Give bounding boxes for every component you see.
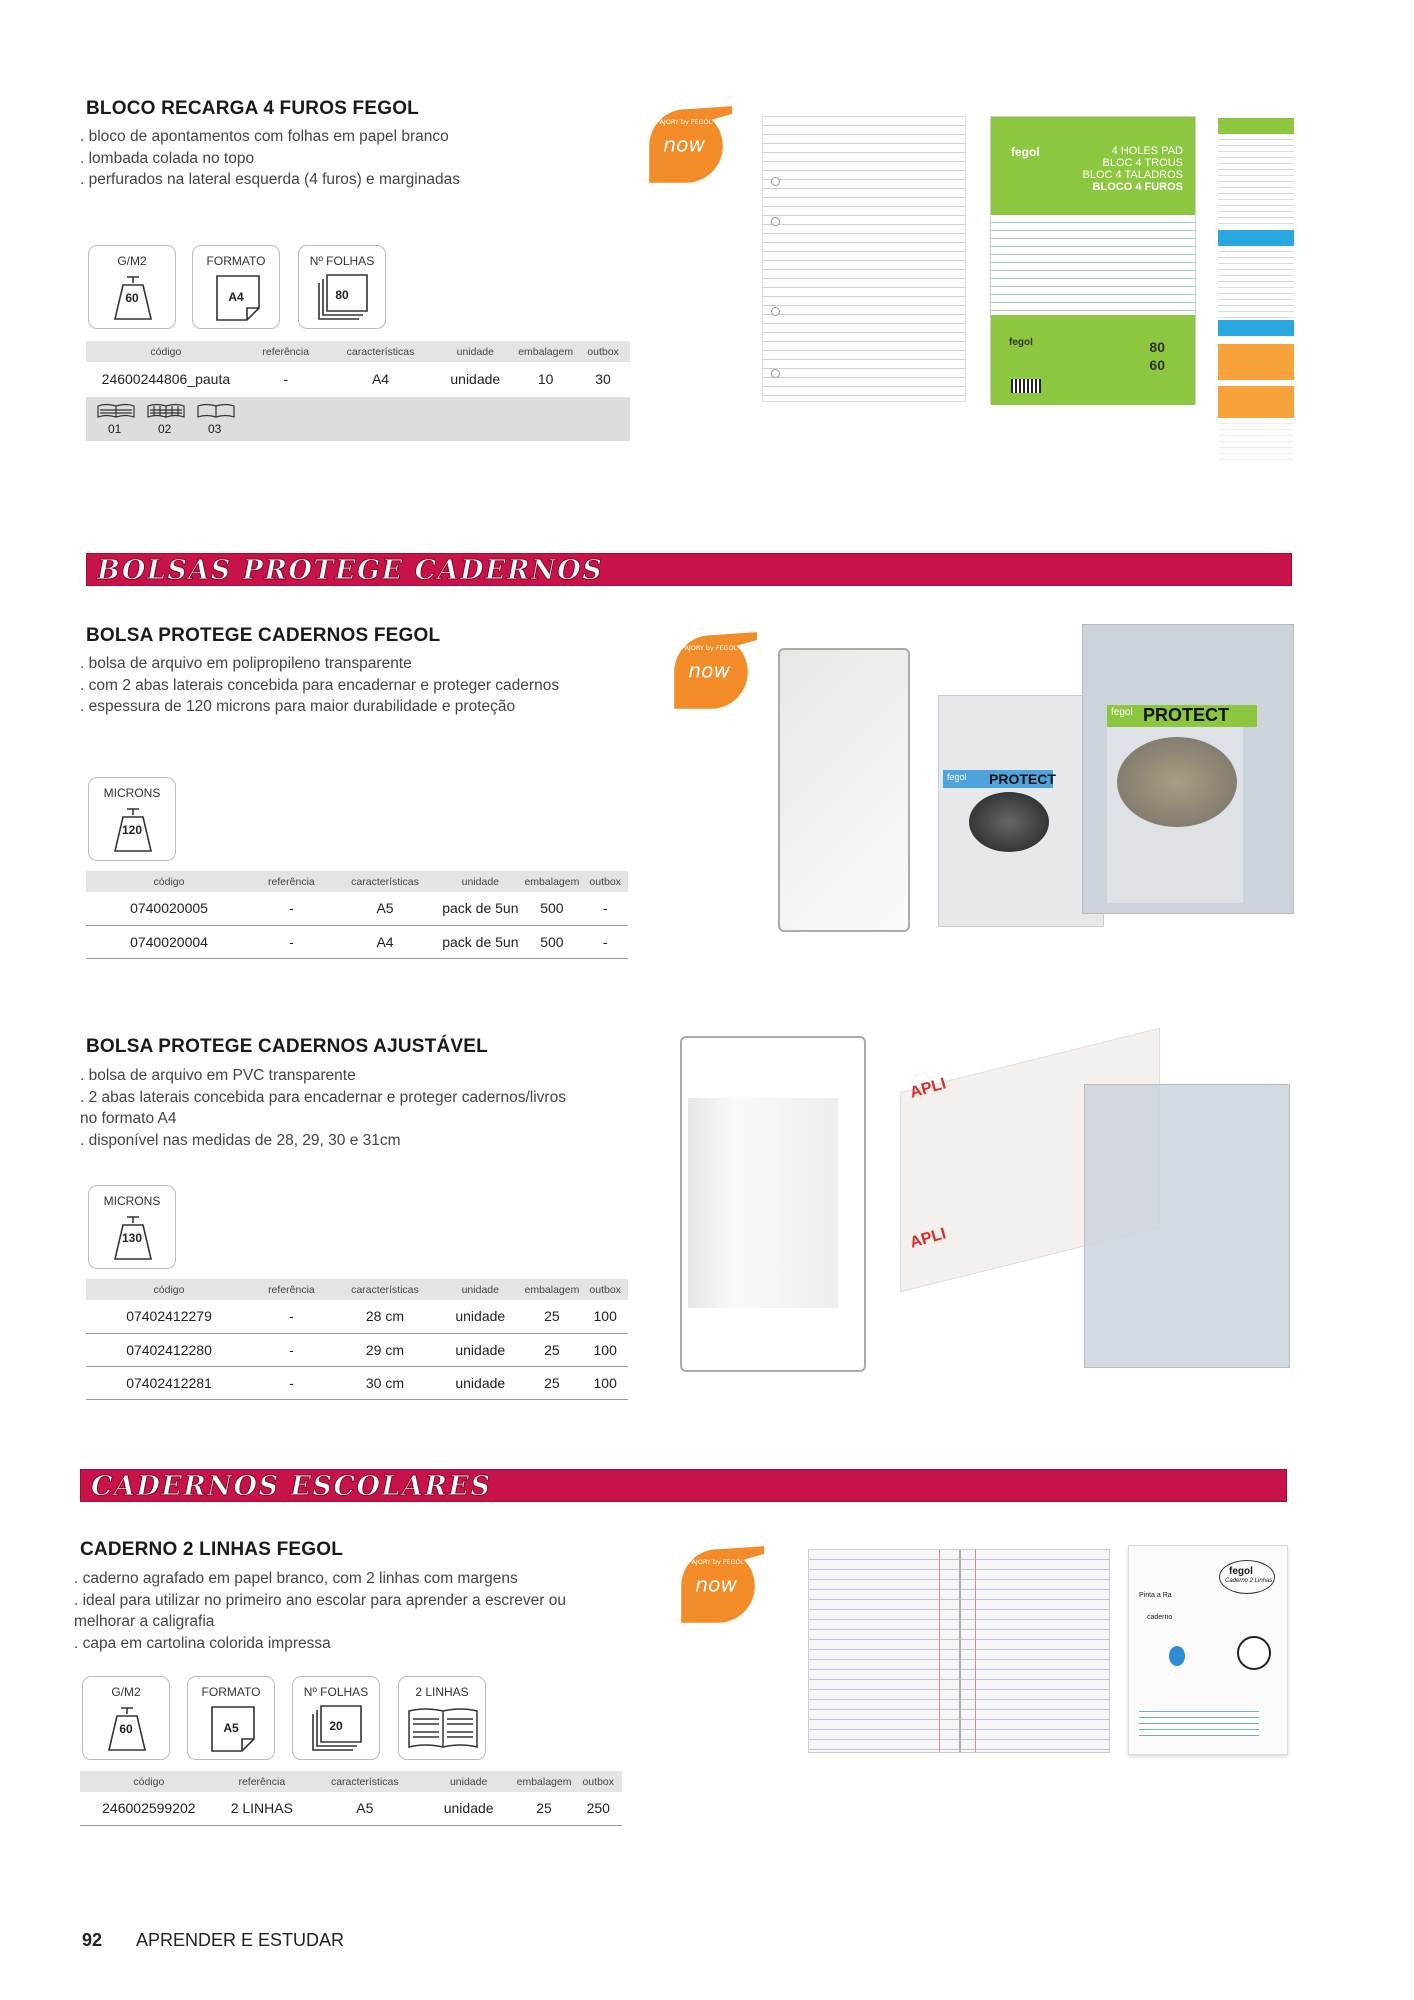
now-badge — [640, 100, 732, 192]
gsm-spec-icon — [88, 245, 176, 329]
badge-word: now — [663, 132, 706, 157]
cell: 0740020005 — [86, 892, 252, 925]
table-header — [86, 871, 628, 892]
cell: unidade — [439, 1333, 521, 1366]
fegol-pad-image — [990, 116, 1196, 404]
bullet: . bolsa de arquivo em PVC transparente — [80, 1067, 356, 1084]
protect-brand: fegol — [1111, 707, 1133, 718]
grid-variant-icon — [146, 403, 186, 419]
section-banner — [86, 553, 1292, 586]
section3-bullets — [80, 1065, 566, 1151]
cell: - — [582, 925, 628, 958]
col-header: outbox — [582, 871, 628, 892]
microns-spec-icon — [88, 777, 176, 861]
spec-value: 20 — [329, 1719, 343, 1733]
spec-value: 130 — [121, 1231, 143, 1245]
cell: - — [283, 370, 289, 387]
badge-ring: PAJORY by FEGOL — [681, 643, 738, 652]
col-header: embalagem — [515, 341, 576, 362]
cell: - — [252, 1300, 331, 1333]
cell: unidade — [439, 1300, 521, 1333]
apli-logo: APLI — [908, 1075, 948, 1102]
protect-label: PROTECT — [989, 771, 1056, 787]
variant-label: 03 — [208, 422, 222, 436]
section4-title: CADERNO 2 LINHAS FEGOL — [80, 1539, 344, 1560]
col-header: unidade — [435, 341, 515, 362]
badge-ring: PAJORY by FEGOL — [656, 117, 713, 126]
cell: 30 cm — [331, 1366, 439, 1399]
cell: - — [252, 1366, 331, 1399]
format-spec-icon — [192, 245, 280, 329]
section4-table — [80, 1771, 622, 1826]
cell: 500 — [521, 892, 582, 925]
col-header: outbox — [582, 1279, 628, 1300]
gsm-spec-icon — [82, 1676, 170, 1760]
col-header: referência — [246, 341, 326, 362]
pvc-sleeve-image — [680, 1036, 866, 1372]
bullet: . perfurados na lateral esquerda (4 furos) e marginadas — [80, 171, 460, 188]
variant-label: 02 — [158, 422, 172, 436]
pad-title — [1083, 145, 1183, 193]
table-row — [86, 362, 630, 395]
bullet: . capa em cartolina colorida impressa — [74, 1634, 331, 1652]
bullet: . 2 abas laterais concebida para encadernar e proteger cadernos/livros — [80, 1088, 566, 1106]
spec-value: A4 — [228, 290, 244, 304]
col-header: referência — [218, 1771, 306, 1792]
spec-value: 80 — [335, 288, 349, 302]
apli-logo: APLI — [908, 1225, 948, 1252]
cell: 500 — [521, 925, 582, 958]
spec-value: 120 — [121, 823, 143, 837]
col-header: código — [86, 341, 246, 362]
col-header: unidade — [439, 1279, 521, 1300]
protect-label: PROTECT — [1143, 705, 1230, 725]
clear-sleeve-image — [778, 648, 910, 932]
bullet: . com 2 abas laterais concebida para encadernar e proteger cadernos — [80, 676, 560, 694]
protect-pack-a4-image — [1082, 624, 1294, 914]
section3-title: BOLSA PROTEGE CADERNOS AJUSTÁVEL — [86, 1036, 488, 1057]
bullet: . espessura de 120 microns para maior durabilidade e proteção — [80, 698, 516, 715]
cell: 07402412279 — [86, 1300, 252, 1333]
table-header — [80, 1771, 622, 1792]
protect-brand: fegol — [947, 772, 967, 782]
cover-subtitle: Caderno 2 Linhas — [1225, 1578, 1273, 1584]
cell: 25 — [521, 1333, 582, 1366]
footer-section: APRENDER E ESTUDAR — [136, 1930, 345, 1950]
now-badge — [672, 1540, 764, 1632]
cell: 0740020004 — [86, 925, 252, 958]
section1-title: BLOCO RECARGA 4 FUROS FEGOL — [86, 98, 419, 119]
sheets-spec-icon — [292, 1676, 380, 1760]
pad-line: BLOCO 4 FUROS — [1092, 181, 1183, 193]
section1-bullets — [80, 126, 460, 191]
col-header: referência — [252, 1279, 331, 1300]
bullet: . bolsa de arquivo em polipropileno transparente — [80, 655, 412, 672]
banner-title: BOLSAS PROTEGE CADERNOS — [97, 555, 604, 586]
spec-value: 60 — [125, 291, 139, 305]
cell: - — [252, 1333, 331, 1366]
cell: 100 — [582, 1333, 628, 1366]
cell: - — [252, 892, 331, 925]
section1-table — [86, 341, 630, 395]
cell: 07402412280 — [86, 1333, 252, 1366]
col-header: referência — [252, 871, 331, 892]
col-header: embalagem — [521, 1279, 582, 1300]
bullet: . disponível nas medidas de 28, 29, 30 e 31cm — [80, 1131, 401, 1149]
bullet: no formato A4 — [80, 1110, 177, 1127]
cell: 100 — [582, 1300, 628, 1333]
cell: pack de 5un — [439, 892, 521, 925]
col-header: outbox — [576, 341, 630, 362]
spec-value: A5 — [223, 1721, 239, 1735]
section3-table — [86, 1279, 628, 1400]
section2-bullets — [80, 653, 559, 718]
table-row — [86, 1333, 628, 1366]
pad-brand-small: fegol — [1009, 337, 1033, 348]
spec-label: G/M2 — [117, 254, 147, 268]
notebook-cover-image — [1128, 1545, 1288, 1755]
spec-label: MICRONS — [103, 786, 161, 800]
spec-label: FORMATO — [201, 1685, 261, 1699]
barcode — [1011, 379, 1041, 393]
cover-line: Pinta a Ra — [1139, 1592, 1172, 1599]
bullet: . ideal para utilizar no primeiro ano escolar para aprender a escrever ou — [74, 1591, 566, 1609]
col-header: características — [331, 1279, 439, 1300]
cell: 100 — [582, 1366, 628, 1399]
cell: 07402412281 — [86, 1366, 252, 1399]
microns-spec-icon — [88, 1185, 176, 1269]
cell: 25 — [514, 1792, 575, 1825]
bullet: . lombada colada no topo — [80, 149, 255, 167]
bullet: melhorar a caligrafia — [74, 1613, 215, 1630]
cell: - — [582, 892, 628, 925]
spec-label: FORMATO — [206, 254, 266, 268]
col-header: código — [80, 1771, 218, 1792]
badge-word: now — [688, 658, 731, 683]
protect-pack-a5-image — [938, 695, 1104, 927]
cell: - — [252, 925, 331, 958]
pad-number: 80 — [1149, 339, 1165, 355]
cell: 2 LINHAS — [218, 1792, 306, 1825]
cell: 250 — [574, 1792, 622, 1825]
bullet: . bloco de apontamentos com folhas em papel branco — [80, 128, 449, 145]
table-row — [86, 892, 628, 925]
cell: 28 cm — [331, 1300, 439, 1333]
cell: 24600244806_pauta — [101, 370, 231, 387]
pad-line: BLOC 4 TALADROS — [1082, 169, 1183, 181]
spec-label: Nº FOLHAS — [303, 1685, 369, 1699]
cell: 10 — [537, 370, 554, 387]
ruled-variant-icon — [96, 403, 136, 419]
spec-label: G/M2 — [111, 1685, 141, 1699]
variant-label: 01 — [108, 422, 122, 436]
banner-title: CADERNOS ESCOLARES — [91, 1471, 492, 1502]
cell: A5 — [331, 892, 439, 925]
col-header: código — [86, 871, 252, 892]
cell: 30 — [595, 370, 611, 387]
spec-label: MICRONS — [103, 1194, 161, 1208]
col-header: embalagem — [521, 871, 582, 892]
col-header: características — [331, 871, 439, 892]
two-lines-spec-icon — [398, 1676, 486, 1760]
cell: pack de 5un — [439, 925, 521, 958]
cell: unidade — [450, 370, 501, 387]
cell: 25 — [521, 1366, 582, 1399]
pad-brand: fegol — [1011, 145, 1040, 159]
apli-box-image — [890, 1030, 1290, 1368]
cell: 25 — [521, 1300, 582, 1333]
badge-ring: PAJORY by FEGOL — [688, 1557, 745, 1566]
cell: A4 — [371, 370, 390, 387]
open-notebook-icon — [407, 1707, 479, 1751]
cover-brand: fegol — [1229, 1566, 1253, 1577]
now-badge — [665, 626, 757, 718]
table-row — [80, 1792, 622, 1825]
open-notebook-image — [808, 1549, 1110, 1753]
pad-line: 4 HOLES PAD — [1111, 145, 1183, 157]
col-header: outbox — [574, 1771, 622, 1792]
section4-bullets — [74, 1568, 566, 1654]
col-header: embalagem — [514, 1771, 575, 1792]
table-row — [86, 925, 628, 958]
badge-word: now — [695, 1572, 738, 1597]
spec-value: 60 — [119, 1722, 133, 1736]
col-header: unidade — [424, 1771, 514, 1792]
page-number: 92 — [82, 1930, 103, 1950]
cell: A5 — [306, 1792, 424, 1825]
spec-label: Nº FOLHAS — [309, 254, 375, 268]
plain-variant-icon — [196, 403, 236, 419]
table-header — [86, 1279, 628, 1300]
format-spec-icon — [187, 1676, 275, 1760]
col-header: unidade — [439, 871, 521, 892]
col-header: características — [306, 1771, 424, 1792]
table-row — [86, 1300, 628, 1333]
refill-sheet-image — [762, 116, 966, 402]
col-header: características — [326, 341, 436, 362]
cell: A4 — [331, 925, 439, 958]
cell: 246002599202 — [80, 1792, 218, 1825]
col-header: código — [86, 1279, 252, 1300]
cell: 29 cm — [331, 1333, 439, 1366]
pad-variants-image — [1218, 118, 1294, 462]
table-header — [86, 341, 630, 362]
pad-line: BLOC 4 TROUS — [1102, 157, 1183, 169]
cell: unidade — [424, 1792, 514, 1825]
bullet: . caderno agrafado em papel branco, com 2 linhas com margens — [74, 1570, 518, 1587]
cell: unidade — [439, 1366, 521, 1399]
pad-number: 60 — [1149, 357, 1165, 373]
variants-strip — [86, 397, 630, 441]
sheets-spec-icon — [298, 245, 386, 329]
table-row — [86, 1366, 628, 1399]
spec-label: 2 LINHAS — [415, 1685, 469, 1699]
section2-table — [86, 871, 628, 959]
turtle-photo — [969, 792, 1049, 852]
section-banner — [80, 1469, 1287, 1502]
cover-line: caderno — [1147, 1614, 1173, 1621]
section2-title: BOLSA PROTEGE CADERNOS FEGOL — [86, 625, 441, 646]
